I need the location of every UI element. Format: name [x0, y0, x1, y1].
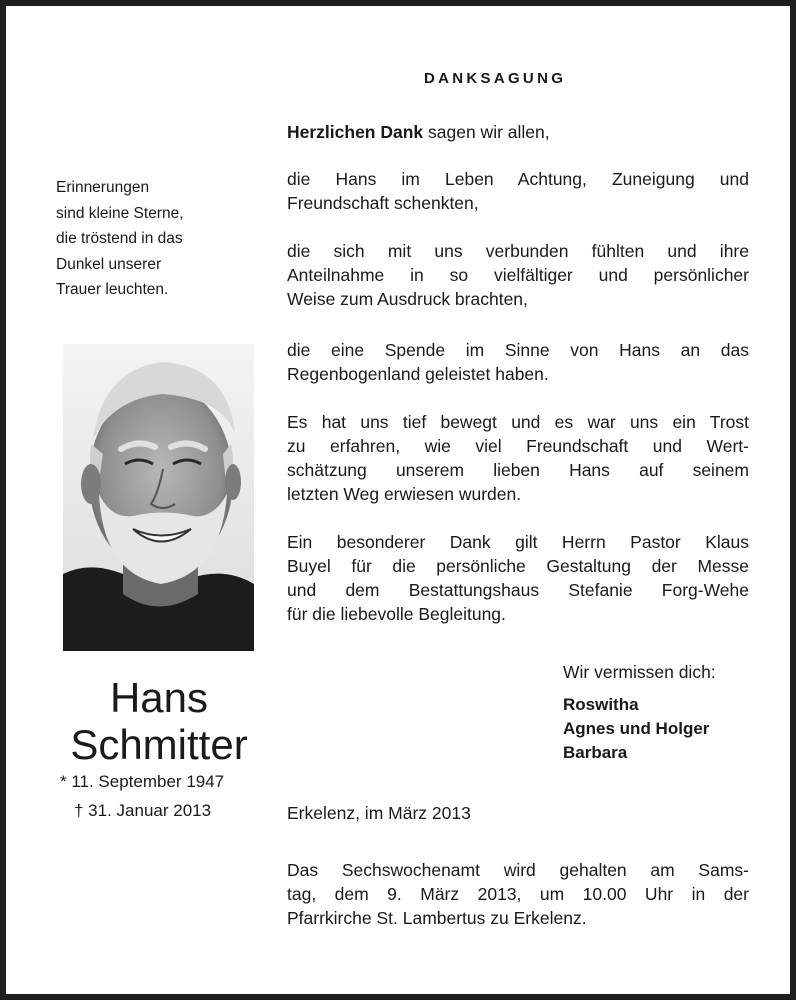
portrait-photo [63, 344, 254, 651]
thanks-intro-rest: sagen wir allen, [423, 122, 550, 142]
heading: DANKSAGUNG [424, 70, 567, 87]
text-line: Anteilnahme in so vielfältiger und persönlicher [287, 265, 749, 285]
first-name: Hans [109, 674, 209, 721]
thanks-paragraph-2 [287, 167, 749, 215]
closing-line: Wir vermissen dich: [563, 662, 716, 682]
text-line: Pfarrkirche St. Lambertus zu Erkelenz. [287, 908, 587, 928]
portrait-illustration [63, 344, 254, 651]
thanks-paragraph-5 [287, 410, 749, 506]
quote-line: die tröstend in das [56, 230, 183, 247]
signer-name: Agnes und Holger [563, 719, 710, 738]
text-line: letzten Weg erwiesen wurden. [287, 484, 522, 504]
quote-line: Erinnerungen [56, 179, 150, 196]
quote-line: Dunkel unserer [56, 255, 162, 273]
thanks-intro [287, 120, 749, 144]
birth-date: * 11. September 1947 [60, 772, 225, 791]
last-name: Schmitter [70, 721, 248, 768]
thanks-paragraph-6 [287, 530, 749, 626]
text-line: Ein besonderer Dank gilt Herrn Pastor Klaus [287, 532, 749, 552]
text-line: für die liebevolle Begleitung. [287, 604, 506, 624]
text-line: zu erfahren, wie viel Freundschaft und Wert- [287, 436, 749, 456]
death-date: † 31. Januar 2013 [74, 801, 212, 820]
signer-name: Roswitha [563, 695, 639, 714]
signer-name: Barbara [563, 743, 628, 762]
text-line: Das Sechswochenamt wird gehalten am Sams- [287, 860, 749, 880]
quote-line: Trauer leuchten. [56, 281, 169, 298]
thanks-intro-bold: Herzlichen Dank [287, 122, 424, 142]
text-line: und dem Bestattungshaus Stefanie Forg-Wehe [287, 580, 749, 600]
text-line: Buyel für die persönliche Gestaltung der Messe [287, 556, 749, 576]
text-line: Weise zum Ausdruck brachten, [287, 289, 528, 309]
place-date: Erkelenz, im März 2013 [287, 803, 471, 823]
thanks-paragraph-3 [287, 239, 749, 311]
text-line: tag, dem 9. März 2013, um 10.00 Uhr in der [287, 884, 749, 904]
text-line: die Hans im Leben Achtung, Zuneigung und [287, 169, 749, 189]
text-line: die eine Spende im Sinne von Hans an das [287, 340, 749, 360]
text-line: die sich mit uns verbunden fühlten und ihre [287, 241, 749, 261]
signers [563, 693, 709, 765]
thanks-paragraph-4 [287, 338, 749, 386]
text-line: Freundschaft schenkten, [287, 193, 479, 213]
text-line: Regenbogenland geleistet haben. [287, 364, 549, 384]
quote-line: sind kleine Sterne, [56, 204, 184, 222]
memorial-quote [56, 175, 256, 303]
text-line: schätzung unserem lieben Hans auf seinem [287, 460, 749, 480]
text-line: Es hat uns tief bewegt und es war uns ein Trost [287, 412, 749, 432]
mass-notice [287, 858, 749, 930]
